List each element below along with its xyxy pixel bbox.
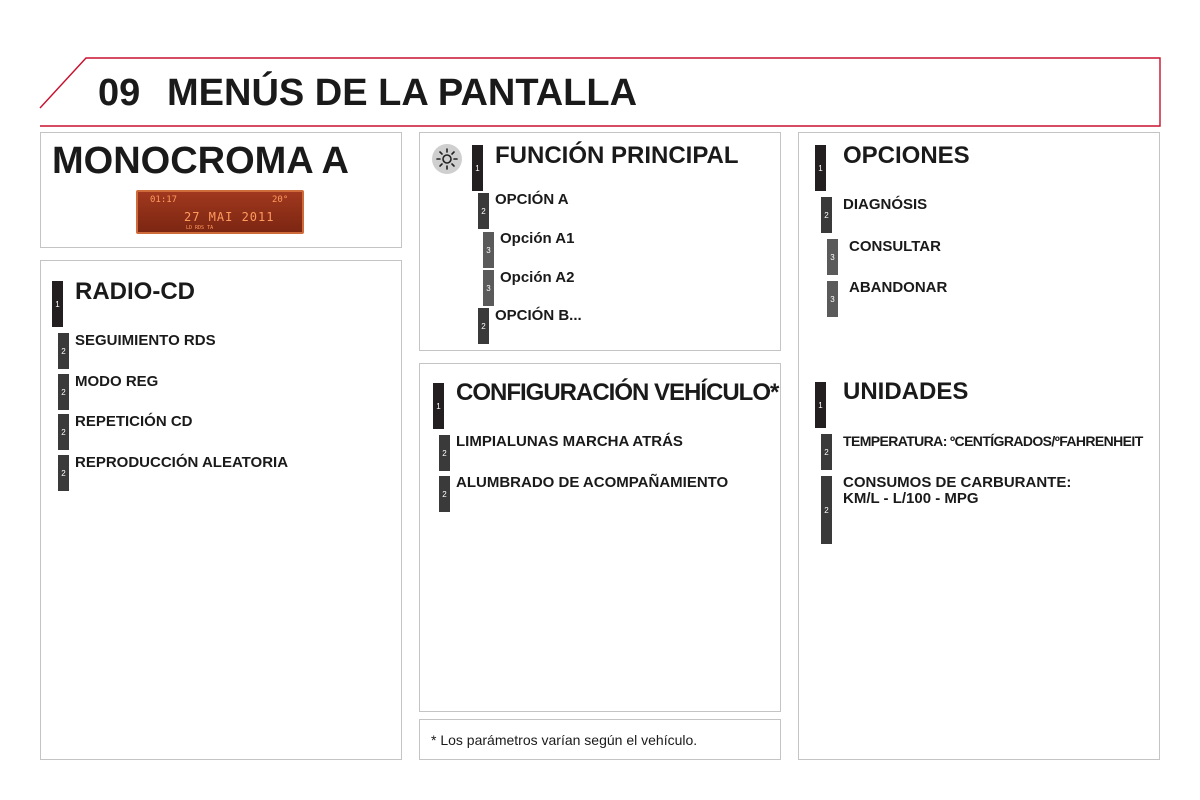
- level-2-marker: 2: [478, 193, 489, 229]
- lcd-time: 01:17: [150, 195, 178, 205]
- level-1-marker: 1: [52, 281, 63, 327]
- lcd-temp: 20°: [272, 195, 289, 205]
- level-3-marker: 3: [827, 239, 838, 275]
- menu-item-opcion-a2: Opción A2: [500, 269, 575, 286]
- level-2-marker: 2: [439, 476, 450, 512]
- level-2-marker: 2: [821, 434, 832, 470]
- level-2-marker: 2: [58, 414, 69, 450]
- unidades-title: UNIDADES: [843, 378, 969, 405]
- footnote-text: * Los parámetros varían según el vehículo.: [431, 732, 698, 748]
- page-title: MENÚS DE LA PANTALLA: [167, 72, 638, 114]
- menu-item-consumos-units: KM/L - L/100 - MPG: [843, 490, 979, 507]
- menu-item-seguimiento-rds: SEGUIMIENTO RDS: [75, 332, 216, 349]
- menu-item-temperatura: TEMPERATURA: ºCENTÍGRADOS/ºFAHRENHEIT: [843, 433, 1143, 449]
- menu-item-consumos: CONSUMOS DE CARBURANTE:: [843, 474, 1072, 491]
- monocroma-title: MONOCROMA A: [52, 140, 349, 182]
- funcion-principal-title: FUNCIÓN PRINCIPAL: [495, 142, 739, 169]
- opciones-title: OPCIONES: [843, 142, 970, 169]
- level-3-marker: 3: [483, 232, 494, 268]
- lcd-display: [136, 190, 304, 234]
- section-number: 09: [98, 72, 141, 114]
- menu-item-limpialunas: LIMPIALUNAS MARCHA ATRÁS: [456, 433, 683, 450]
- level-2-marker: 2: [478, 308, 489, 344]
- level-2-marker: 2: [58, 333, 69, 369]
- level-1-marker: 1: [815, 145, 826, 191]
- level-2-marker: 2: [58, 455, 69, 491]
- level-2-marker: 2: [58, 374, 69, 410]
- menu-item-diagnosis: DIAGNÓSIS: [843, 196, 928, 213]
- level-2-marker: 2: [439, 435, 450, 471]
- menu-item-repeticion-cd: REPETICIÓN CD: [75, 413, 193, 430]
- menu-item-alumbrado: ALUMBRADO DE ACOMPAÑAMIENTO: [456, 474, 729, 491]
- level-2-marker: 2: [821, 476, 832, 544]
- brightness-icon: [431, 143, 463, 180]
- configuracion-vehiculo-panel: [419, 363, 781, 712]
- menu-item-opcion-a: OPCIÓN A: [495, 191, 569, 208]
- radio-cd-title: RADIO-CD: [75, 278, 195, 305]
- lcd-indicators: LD RDS TA: [186, 225, 214, 231]
- level-1-marker: 1: [472, 145, 483, 191]
- level-3-marker: 3: [483, 270, 494, 306]
- level-2-marker: 2: [821, 197, 832, 233]
- menu-item-opcion-a1: Opción A1: [500, 230, 575, 247]
- lcd-date: 27 MAI 2011: [184, 210, 275, 224]
- level-1-marker: 1: [815, 382, 826, 428]
- level-3-marker: 3: [827, 281, 838, 317]
- menu-item-opcion-b: OPCIÓN B...: [495, 307, 582, 324]
- menu-item-consultar: CONSULTAR: [849, 238, 941, 255]
- level-1-marker: 1: [433, 383, 444, 429]
- configuracion-vehiculo-title: CONFIGURACIÓN VEHÍCULO*: [456, 379, 779, 406]
- menu-item-reproduccion-aleatoria: REPRODUCCIÓN ALEATORIA: [75, 454, 289, 471]
- menu-item-modo-reg: MODO REG: [75, 373, 159, 390]
- menu-item-abandonar: ABANDONAR: [849, 279, 948, 296]
